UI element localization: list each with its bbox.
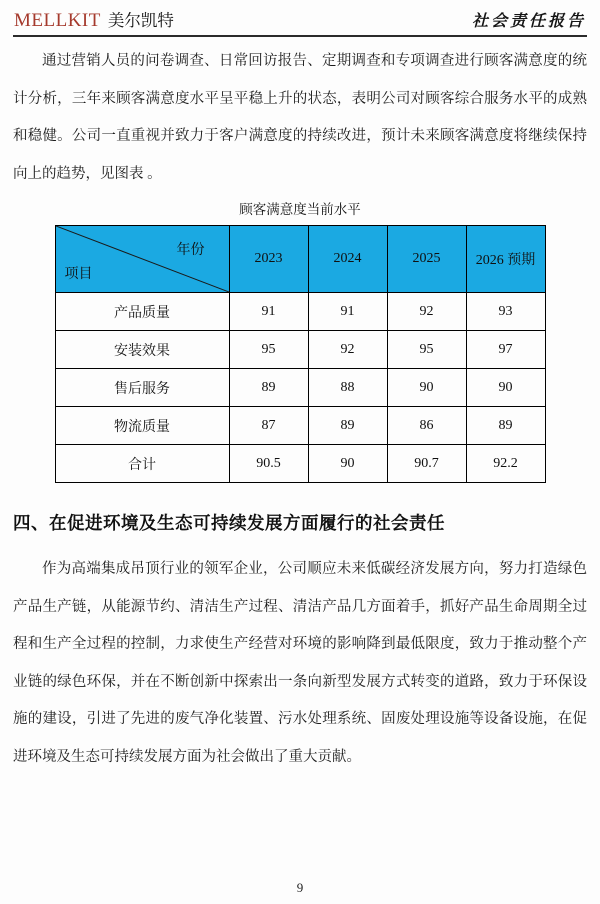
row-label: 合计 xyxy=(55,445,229,483)
cell-value: 95 xyxy=(229,331,308,369)
table-row-total xyxy=(55,445,545,483)
cell-value: 87 xyxy=(229,407,308,445)
table-row xyxy=(55,407,545,445)
table-corner-cell xyxy=(55,226,229,293)
cell-value: 89 xyxy=(466,407,545,445)
cell-value: 90.5 xyxy=(229,445,308,483)
cell-value: 86 xyxy=(387,407,466,445)
cell-value: 89 xyxy=(308,407,387,445)
row-label: 安装效果 xyxy=(55,331,229,369)
cell-value: 90 xyxy=(387,369,466,407)
corner-label-year: 年份 xyxy=(176,243,205,258)
column-header-2026: 2026 预期 xyxy=(466,226,545,293)
body-paragraph-2: 作为高端集成吊顶行业的领军企业，公司顺应未来低碳经济发展方向，努力打造绿色产品生产链，从能源节约、清洁生产过程、清洁产品几方面着手，抓好产品生命周期全过程和生产全过程的控制，力求使生产经营对环境的影响降到最低限度，致力于推动整个产业链的绿色环保，并在不断创新中探索出一条向新型发展方式转变的道路，致力于环保设施的建设，引进了先进的废气净化装置、污水处理系统、固废处理设施等设备设施，在促进环境及生态可持续发展方面为社会做出了重大贡献。 xyxy=(13,561,587,765)
cell-value: 88 xyxy=(308,369,387,407)
table-row xyxy=(55,369,545,407)
cell-value: 91 xyxy=(229,293,308,331)
column-header-2025: 2025 xyxy=(387,226,466,293)
cell-value: 92 xyxy=(308,331,387,369)
corner-label-item: 项目 xyxy=(64,267,93,282)
cell-value: 91 xyxy=(308,293,387,331)
cell-value: 90 xyxy=(308,445,387,483)
brand-logo xyxy=(14,7,174,32)
cell-value: 92 xyxy=(387,293,466,331)
cell-value: 97 xyxy=(466,331,545,369)
cell-value: 92.2 xyxy=(466,445,545,483)
brand-name-chinese: 美尔凯特 xyxy=(107,11,174,30)
table-row xyxy=(55,293,545,331)
document-title: 社会责任报告 xyxy=(471,13,586,30)
column-header-2023: 2023 xyxy=(229,226,308,293)
cell-value: 89 xyxy=(229,369,308,407)
brand-name-latin: MELLKIT xyxy=(14,10,101,31)
row-label: 售后服务 xyxy=(55,369,229,407)
cell-value: 90 xyxy=(466,369,545,407)
cell-value: 93 xyxy=(466,293,545,331)
table-caption: 顾客满意度当前水平 xyxy=(239,202,361,217)
page-header xyxy=(13,0,587,37)
cell-value: 95 xyxy=(387,331,466,369)
table-header-row xyxy=(55,226,545,293)
row-label: 物流质量 xyxy=(55,407,229,445)
cell-value: 90.7 xyxy=(387,445,466,483)
row-label: 产品质量 xyxy=(55,293,229,331)
table-row xyxy=(55,331,545,369)
body-paragraph-1: 通过营销人员的问卷调查、日常回访报告、定期调查和专项调查进行顾客满意度的统计分析，三年来顾客满意度水平呈平稳上升的状态，表明公司对顾客综合服务水平的成熟和稳健。公司一直重视并致力于客户满意度的持续改进，预计未来顾客满意度将继续保持向上的趋势，见图表 。 xyxy=(13,53,587,182)
page-number: 9 xyxy=(296,880,304,895)
section-heading: 四、在促进环境及生态可持续发展方面履行的社会责任 xyxy=(13,513,445,533)
satisfaction-table xyxy=(55,225,546,483)
column-header-2024: 2024 xyxy=(308,226,387,293)
